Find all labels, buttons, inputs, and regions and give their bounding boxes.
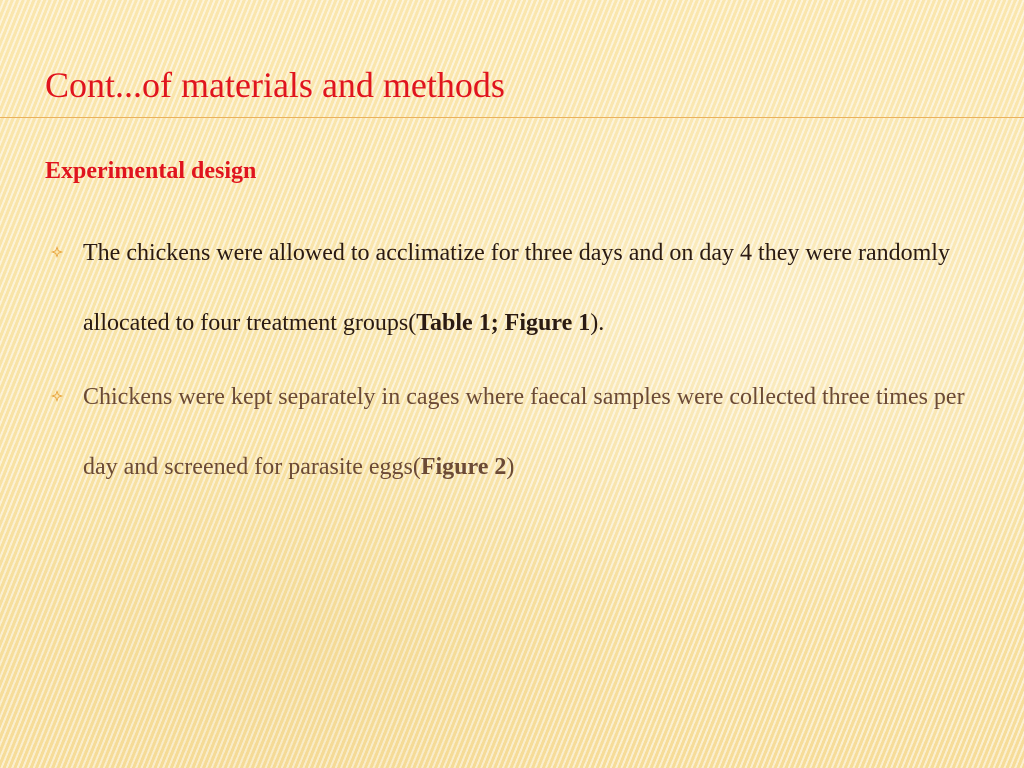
diamond-bullet-icon bbox=[51, 362, 63, 432]
section-subheading: Experimental design bbox=[45, 158, 257, 184]
diamond-bullet-icon bbox=[51, 218, 63, 288]
bullet-reference: Table 1; Figure 1 bbox=[416, 310, 591, 336]
bullet-item bbox=[45, 218, 1005, 358]
bullet-reference: Figure 2 bbox=[420, 454, 507, 480]
slide-title: Cont...of materials and methods bbox=[45, 65, 505, 105]
bullet-text: The chickens were allowed to acclimatize for three days and on day 4 they were randomly allocated to four treatment groups( bbox=[83, 240, 950, 336]
title-divider bbox=[0, 117, 1024, 118]
bullet-text: Chickens were kept separately in cages where faecal samples were collected three times per day and screened for parasite eggs( bbox=[83, 384, 965, 480]
bullet-text-end: ) bbox=[506, 454, 515, 480]
bullet-list bbox=[45, 218, 1005, 506]
bullet-text-end: ). bbox=[590, 310, 605, 336]
bullet-item bbox=[45, 362, 1005, 502]
